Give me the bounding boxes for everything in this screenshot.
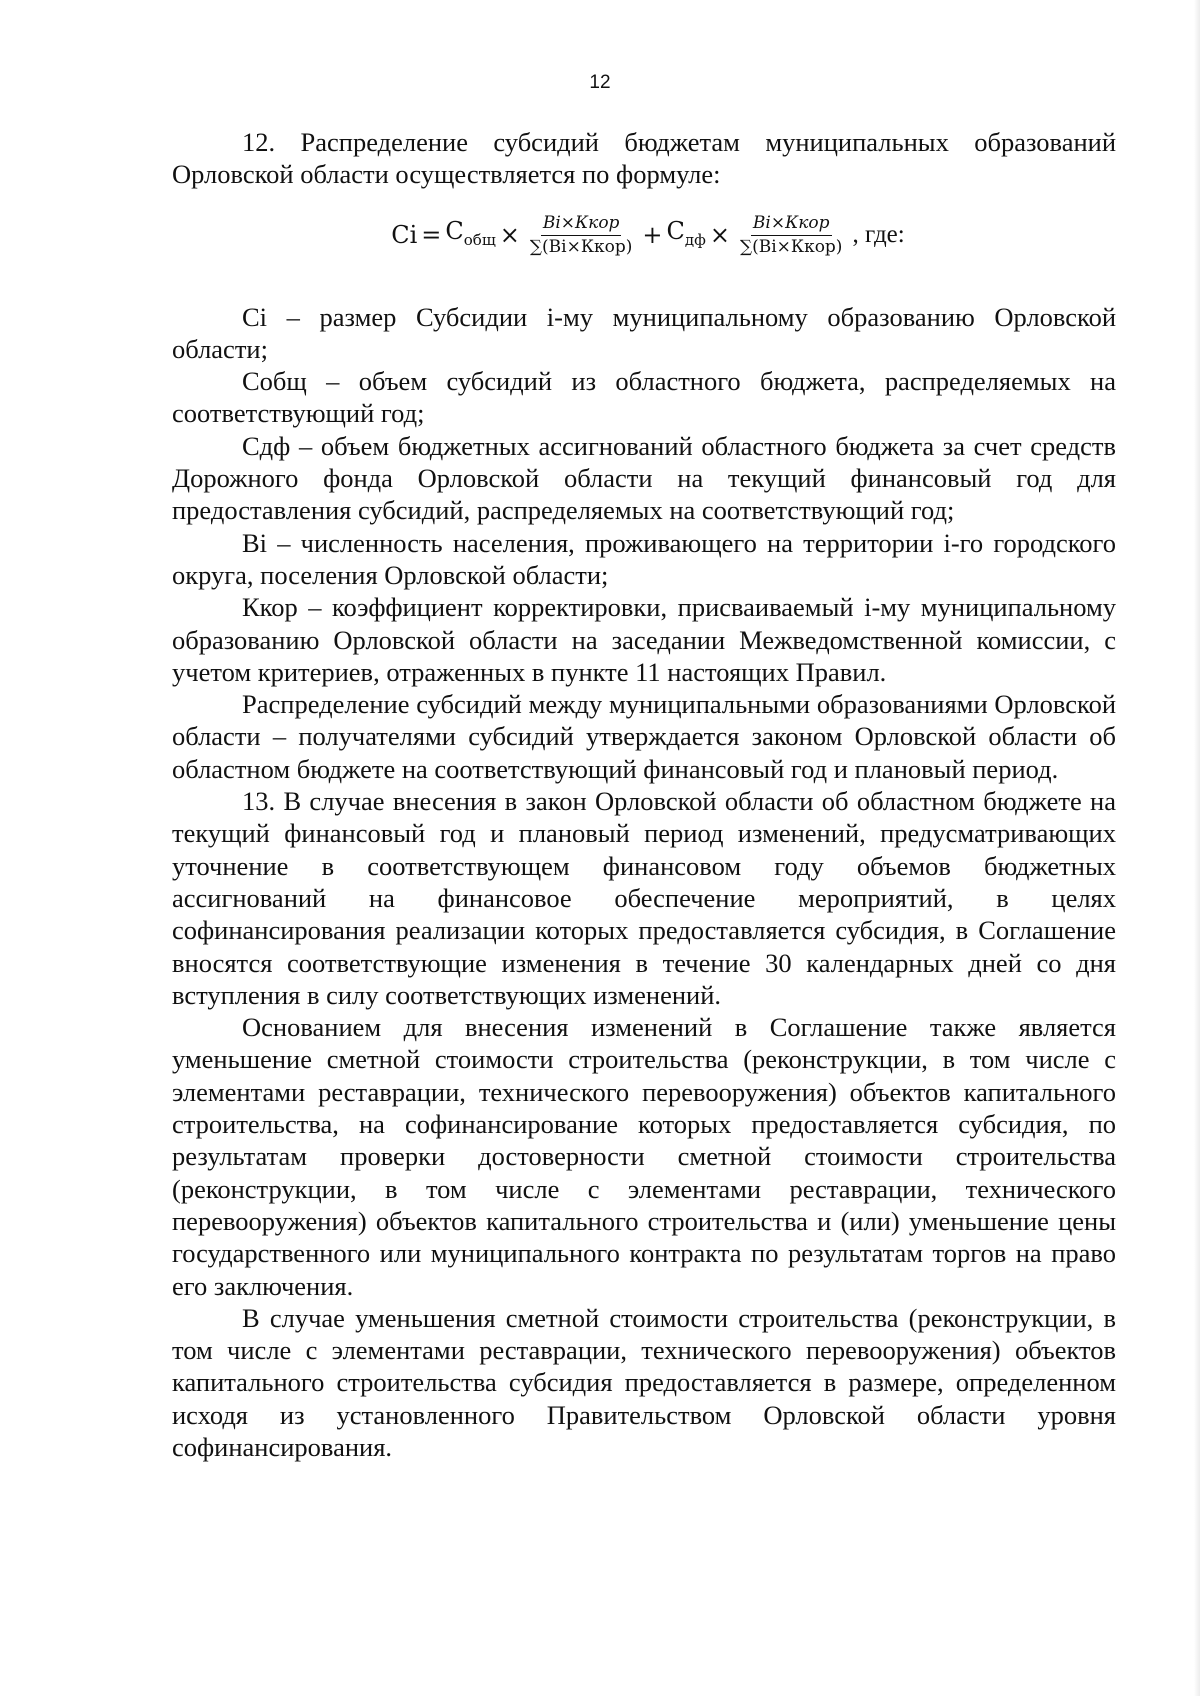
formula-lhs: Ci [391, 221, 418, 250]
definition-kkor: Ккор – коэффициент корректировки, присваиваемый i-му муниципальному образованию Орловской области на заседании Межведомственной комиссии, с учетом критериев, отраженных в пункте 11 настоящих Правил. [172, 592, 1116, 687]
formula-c-df: $С_{дф}$ [666, 216, 706, 249]
paragraph-grounds-for-changes: Основанием для внесения изменений в Соглашение также является уменьшение сметной стоимости строительства (реконструкции, в том числе с элементами реставрации, технического перевооружения) объектов капитального строительства, на софинансирование которых предоставляется субсидия, по результатам проверки достоверности сметной стоимости строительства (реконструкции, в том числе с элементами реставрации, технического перевооружения) объектов капитального строительства и (или) уменьшение цены государственного или муниципального контракта по результатам торгов на право его заключения. [172, 1012, 1116, 1301]
scan-edge-shadow [1194, 0, 1200, 1696]
document-body [172, 126, 1116, 1463]
definition-c-total: Собщ – объем субсидий из областного бюджета, распределяемых на соответствующий год; [172, 366, 1116, 429]
formula-times-2: × [709, 221, 730, 250]
definition-ci: Ci – размер Субсидии i-му муниципальному образованию Орловской области; [172, 301, 1116, 364]
formula-plus: + [642, 221, 663, 250]
definition-bi: Bi – численность населения, проживающего на территории i-го городского округа, поселения Орловской области; [172, 527, 1116, 590]
paragraph-cost-reduction: В случае уменьшения сметной стоимости строительства (реконструкции, в том числе с элементами реставрации, технического перевооружения) объектов капитального строительства субсидия предоставляется в размере, определенном исходя из установленного Правительством Орловской области уровня софинансирования. [172, 1302, 1116, 1462]
paragraph-distribution-law: Распределение субсидий между муниципальными образованиями Орловской области – получателями субсидий утверждается законом Орловской области об областном бюджете на соответствующий финансовый год и плановый период. [172, 689, 1116, 784]
formula-times-1: × [499, 221, 520, 250]
formula-fraction-1 [530, 213, 632, 258]
definition-c-df: Сдф – объем бюджетных ассигнований областного бюджета за счет средств Дорожного фонда Орловской области на текущий финансовый год для предоставления субсидий, распределяемых на соответствующий год; [172, 430, 1116, 526]
distribution-formula [172, 193, 1116, 279]
formula-tail: , где: [852, 221, 905, 249]
formula-fraction-2 [740, 213, 842, 258]
fraction-numerator: Bi×Ккор [751, 213, 832, 236]
formula-c-total: $С_{общ}$ [445, 216, 496, 249]
formula-equals: = [421, 221, 442, 250]
fraction-denominator: ∑(Bi×Ккор) [739, 237, 843, 258]
fraction-numerator: Bi×Ккор [541, 213, 622, 236]
paragraph-12-intro: 12. Распределение субсидий бюджетам муниципальных образований Орловской области осуществляется по формуле: [172, 127, 1116, 190]
fraction-denominator: ∑(Bi×Ккор) [529, 237, 633, 258]
formula-expression [391, 213, 904, 258]
paragraph-13: 13. В случае внесения в закон Орловской области об областном бюджете на текущий финансовый год и плановый период изменений, предусматривающих уточнение в соответствующем финансовом году объемов бюджетных ассигнований на финансовое обеспечение мероприятий, в целях софинансирования реализации которых предоставляется субсидия, в Соглашение вносятся соответствующие изменения в течение 30 календарных дней со дня вступления в силу соответствующих изменений. [172, 786, 1116, 1010]
page-number: 12 [589, 72, 611, 93]
